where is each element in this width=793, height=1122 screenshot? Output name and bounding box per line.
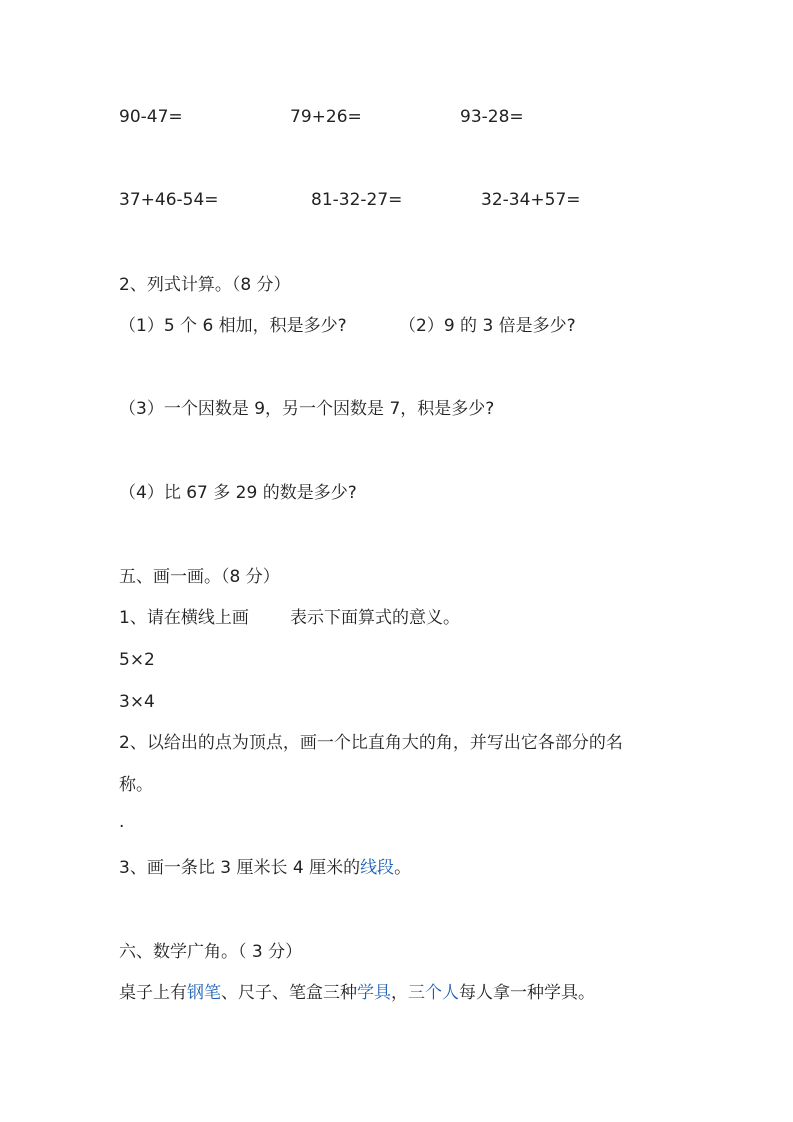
- school-supplies-link[interactable]: 学具: [357, 983, 391, 1003]
- line-segment-link[interactable]: 线段: [360, 858, 395, 878]
- section6-text-4: 每人拿一种学具。: [459, 983, 595, 1003]
- section6-text-3: ，: [391, 983, 408, 1003]
- section5-expr2: 3×4: [119, 692, 155, 712]
- calc-5: 81-32-27=: [311, 190, 403, 210]
- section5-q3-post: 。: [394, 858, 412, 878]
- calc-4: 37+46-54=: [119, 190, 219, 210]
- section2-title: 2、列式计算。（8 分）: [119, 275, 291, 295]
- section6-text-1: 桌子上有: [119, 983, 187, 1003]
- calc-6: 32-34+57=: [481, 190, 581, 210]
- section6-title: 六、数学广角。（ 3 分）: [119, 942, 303, 962]
- vertex-dot: .: [119, 812, 125, 832]
- section6-text-2: 、尺子、笔盒三种: [221, 983, 357, 1003]
- section5-title: 五、画一画。（8 分）: [119, 567, 280, 587]
- section5-q1-part1: 1、请在横线上画: [119, 608, 249, 628]
- pen-link[interactable]: 钢笔: [187, 983, 221, 1003]
- calc-2: 79+26=: [290, 107, 362, 127]
- section2-q2: （2）9 的 3 倍是多少?: [399, 316, 576, 336]
- three-people-link[interactable]: 三个人: [408, 983, 459, 1003]
- section5-q2-line1: 2、以给出的点为顶点，画一个比直角大的角，并写出它各部分的名: [119, 733, 623, 753]
- section5-expr1: 5×2: [119, 650, 155, 670]
- section2-q4: （4）比 67 多 29 的数是多少?: [119, 483, 357, 503]
- section5-q1-part2: 表示下面算式的意义。: [290, 608, 460, 628]
- section5-q3: [119, 856, 411, 880]
- section2-q3: （3）一个因数是 9，另一个因数是 7，积是多少?: [119, 399, 495, 419]
- section5-q3-pre: 3、画一条比 3 厘米长 4 厘米的: [119, 858, 361, 878]
- calc-1: 90-47=: [119, 107, 183, 127]
- section5-q2-line2: 称。: [119, 775, 153, 795]
- section6-paragraph: [119, 981, 595, 1005]
- section2-q1: （1）5 个 6 相加，积是多少?: [119, 316, 347, 336]
- calc-3: 93-28=: [460, 107, 524, 127]
